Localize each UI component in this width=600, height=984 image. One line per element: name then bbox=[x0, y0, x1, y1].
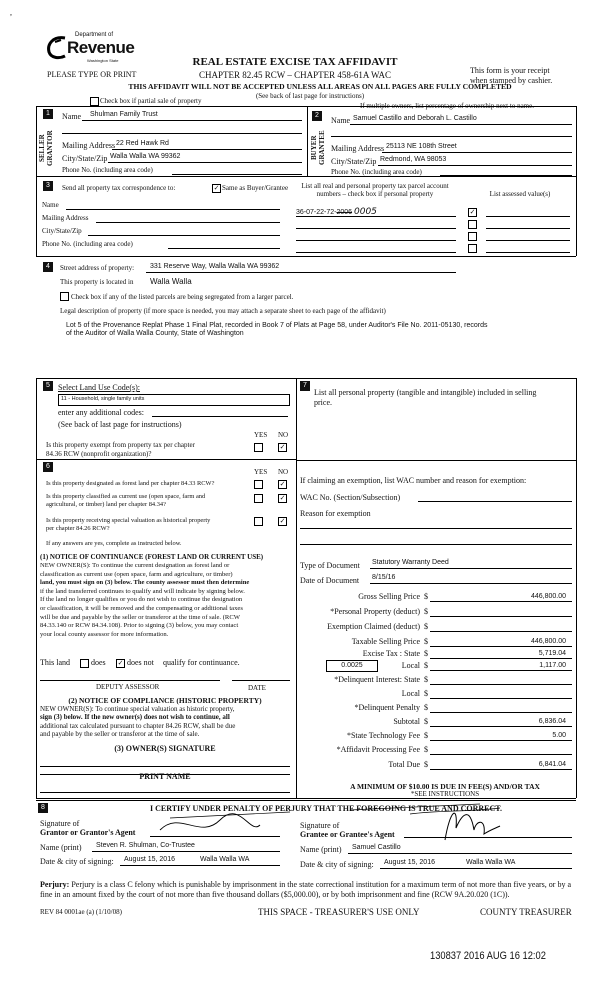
notice2-title: (2) NOTICE OF COMPLIANCE (HISTORIC PROPERTY) bbox=[68, 696, 262, 705]
notice1-l2: classification as current use (open space, farm and agriculture, or timber) bbox=[40, 570, 233, 578]
buyer-city[interactable]: Redmond, WA 98053 bbox=[380, 156, 447, 163]
additional-codes-label: enter any additional codes: bbox=[58, 408, 144, 417]
section-7-number: 7 bbox=[300, 381, 310, 391]
fin-excise-state-label: Excise Tax : State bbox=[362, 649, 420, 658]
fin-delinquent-int-label: *Delinquent Interest: State bbox=[334, 675, 420, 684]
parcel-struck: 2006 bbox=[336, 209, 353, 216]
form-title: REAL ESTATE EXCISE TAX AFFIDAVIT bbox=[192, 56, 398, 68]
deputy-date: DATE bbox=[248, 684, 266, 692]
fin-total-label: Total Due bbox=[388, 760, 420, 769]
seller-name[interactable]: Shulman Family Trust bbox=[90, 111, 158, 118]
instructions-note: (See back of last page for instructions) bbox=[255, 92, 365, 100]
fin-taxable[interactable]: 446,800.00 bbox=[530, 638, 566, 645]
s5-no: NO bbox=[278, 431, 289, 439]
section-6-number: 6 bbox=[43, 462, 53, 472]
fin-excise-state[interactable]: 5,719.04 bbox=[538, 650, 566, 657]
historic-q2: per chapter 84.26 RCW? bbox=[46, 525, 110, 532]
grantor-label: Grantor or Grantor's Agent bbox=[40, 828, 136, 837]
parcel4-personal-checkbox[interactable] bbox=[468, 244, 477, 253]
perjury-bold: Perjury: bbox=[40, 880, 70, 889]
grantor-date-label: Date & city of signing: bbox=[40, 857, 114, 866]
grantee-date[interactable]: August 15, 2016 bbox=[384, 859, 435, 866]
same-as-buyer-checkbox[interactable]: ✓ bbox=[213, 184, 220, 192]
forest-yes-checkbox[interactable] bbox=[254, 480, 263, 489]
s6-yes: YES bbox=[254, 468, 268, 476]
current-use-yes-checkbox[interactable] bbox=[254, 494, 263, 503]
perjury-line-1: Perjury is a class C felony which is punishable by imprisonment in the state correctional institution for a maximum term of not more than five years, or by bbox=[71, 880, 566, 889]
fin-dollar-sign: $ bbox=[424, 689, 428, 698]
seller-name-label: Name bbox=[62, 112, 82, 121]
forest-no-checkbox[interactable]: ✓ bbox=[279, 480, 286, 488]
print-name-label: PRINT NAME bbox=[139, 772, 191, 781]
dor-logo bbox=[45, 30, 135, 70]
seller-mailing-label: Mailing Address bbox=[62, 141, 116, 150]
notice2-text bbox=[40, 705, 295, 739]
historic-q1: Is this property receiving special valuation as historical property bbox=[46, 517, 211, 524]
multiple-owners-note: If multiple owners, list percentage of ownership next to name. bbox=[360, 102, 534, 110]
parcel1-personal-checkbox[interactable]: ✓ bbox=[469, 208, 476, 216]
logo-line3: Washington State bbox=[87, 58, 119, 63]
send-correspondence-label: Send all property tax correspondence to: bbox=[62, 184, 176, 192]
does-checkbox[interactable] bbox=[80, 659, 89, 668]
parcel2-personal-checkbox[interactable] bbox=[468, 220, 477, 229]
this-land-label: This land bbox=[40, 658, 70, 667]
grantee-label: Grantee or Grantee's Agent bbox=[300, 830, 395, 839]
notice1-l7: will be due and payable by the seller or transferor at the time of sale. (RCW bbox=[40, 613, 240, 621]
doc-type[interactable]: Statutory Warranty Deed bbox=[372, 559, 449, 566]
s3-phone-label: Phone No. (including area code) bbox=[42, 240, 133, 248]
buyer-mailing-label: Mailing Address bbox=[331, 144, 385, 153]
personal-prop-2: price. bbox=[314, 398, 332, 407]
minimum-note: A MINIMUM OF $10.00 IS DUE IN FEE(S) AND/OR TAX bbox=[350, 782, 540, 791]
chapter: CHAPTER 82.45 RCW – CHAPTER 458-61A WAC bbox=[199, 70, 391, 80]
grantor-date[interactable]: August 15, 2016 bbox=[124, 856, 175, 863]
buyer-vert-label: BUYER GRANTEE bbox=[310, 130, 326, 166]
county-treasurer: COUNTY TREASURER bbox=[480, 907, 572, 917]
seller-mailing[interactable]: 22 Red Hawk Rd bbox=[116, 140, 169, 147]
deputy-assessor: DEPUTY ASSESSOR bbox=[96, 683, 160, 691]
see-back-5: (See back of last page for instructions) bbox=[58, 420, 182, 429]
section-3-number: 3 bbox=[43, 181, 53, 191]
receipt-note-2: when stamped by cashier. bbox=[470, 76, 553, 85]
treasurer-space: THIS SPACE - TREASURER'S USE ONLY bbox=[258, 907, 420, 917]
notice1-l8: 84.33.140 or RCW 84.34.108). Prior to signing (3) below, you may contact bbox=[40, 622, 239, 630]
exempt-q2: 84.36 RCW (nonprofit organization)? bbox=[46, 450, 152, 458]
located-label: This property is located in bbox=[60, 278, 134, 286]
fin-exemption-claimed-label: Exemption Claimed (deduct) bbox=[327, 622, 420, 631]
land-use-select[interactable] bbox=[58, 394, 290, 406]
located-value: Walla Walla bbox=[150, 277, 192, 286]
fin-subtotal[interactable]: 6,836.04 bbox=[538, 718, 566, 725]
section-4-number: 4 bbox=[43, 262, 53, 272]
fin-total[interactable]: 6,841.04 bbox=[538, 761, 566, 768]
fin-tech-fee[interactable]: 5.00 bbox=[552, 732, 566, 739]
see-instructions: *SEE INSTRUCTIONS bbox=[410, 790, 480, 798]
warning: THIS AFFIDAVIT WILL NOT BE ACCEPTED UNLESS ALL AREAS ON ALL PAGES ARE FULLY COMPLETED bbox=[128, 82, 512, 91]
historic-no-checkbox[interactable]: ✓ bbox=[279, 517, 286, 525]
reason-label: Reason for exemption bbox=[300, 509, 371, 518]
notice1-title: (1) NOTICE OF CONTINUANCE (FOREST LAND OR CURRENT USE) bbox=[40, 553, 264, 561]
fin-affidavit-fee-label: *Affidavit Processing Fee bbox=[336, 745, 420, 754]
perjury-notice bbox=[40, 880, 580, 900]
local-rate-box[interactable]: 0.0025 bbox=[326, 660, 378, 672]
current-use-q2: agricultural, or timber) land per chapter 84.34? bbox=[46, 501, 166, 508]
fin-dollar-sign: $ bbox=[424, 661, 428, 670]
if-any-yes: If any answers are yes, complete as instructed below. bbox=[46, 540, 182, 547]
fin-local-label: Local bbox=[401, 661, 420, 670]
logo-line2: Revenue bbox=[67, 38, 135, 57]
legal-line-1: Lot 5 of the Provenance Replat Phase 1 Final Plat, recorded in Book 7 of Plats at Page 58, under Auditor's File No. 2011-05130, records bbox=[66, 322, 488, 329]
doc-date[interactable]: 8/15/16 bbox=[372, 574, 396, 581]
partial-sale-label: Check box if partial sale of property bbox=[100, 97, 202, 105]
street-address[interactable]: 331 Reserve Way, Walla Walla WA 99362 bbox=[150, 263, 280, 270]
fin-dollar-sign: $ bbox=[424, 592, 428, 601]
notice1-l4: if the land transferred continues to qualify and will indicate by signing below. bbox=[40, 587, 245, 595]
corner-mark: , bbox=[10, 8, 12, 17]
fin-personal-label: *Personal Property (deduct) bbox=[330, 607, 420, 616]
does-not-label: does not bbox=[127, 658, 154, 667]
doc-date-label: Date of Document bbox=[300, 576, 360, 585]
parcel-header: List all real and personal property tax parcel account numbers – check box if personal property bbox=[301, 182, 449, 198]
receipt-note: This form is your receipt bbox=[470, 66, 550, 75]
fin-dollar-sign: $ bbox=[424, 717, 428, 726]
grantor-name[interactable]: Steven R. Shulman, Co-Trustee bbox=[96, 842, 195, 849]
perjury-line-2: a fine in an amount fixed by the court of not more than five thousand dollars ($5,000.00), or by both imprisonment and fine (RCW 9A.20.020 (1C)). bbox=[40, 880, 572, 899]
segregated-label: Check box if any of the listed parcels are being segregated from a larger parcel. bbox=[71, 293, 294, 301]
buyer-phone-label: Phone No. (including area code) bbox=[331, 168, 422, 176]
seller-city[interactable]: Walla Walla WA 99362 bbox=[110, 153, 181, 160]
fin-local[interactable]: 1,117.00 bbox=[539, 662, 566, 669]
wac-label: WAC No. (Section/Subsection) bbox=[300, 493, 401, 502]
current-use-q1: Is this property classified as current use (open space, farm and bbox=[46, 493, 206, 500]
fin-subtotal-label: Subtotal bbox=[393, 717, 420, 726]
signature-strokes bbox=[140, 800, 580, 850]
does-not-checkbox[interactable]: ✓ bbox=[117, 659, 124, 667]
current-use-no-checkbox[interactable]: ✓ bbox=[279, 494, 286, 502]
qualify-label: qualify for continuance. bbox=[163, 658, 240, 667]
fin-dollar-sign: $ bbox=[424, 731, 428, 740]
fin-tech-fee-label: *State Technology Fee bbox=[346, 731, 420, 740]
buyer-mailing[interactable]: 25113 NE 108th Street bbox=[386, 143, 457, 150]
historic-yes-checkbox[interactable] bbox=[254, 517, 263, 526]
buyer-city-label: City/State/Zip bbox=[331, 157, 377, 166]
buyer-name-label: Name bbox=[331, 116, 351, 125]
land-use-value: 11 - Household, single family units bbox=[61, 396, 145, 402]
fin-dollar-sign: $ bbox=[424, 675, 428, 684]
forest-q: Is this property designated as forest land per chapter 84.33 RCW? bbox=[46, 480, 215, 487]
seller-phone-label: Phone No. (including area code) bbox=[62, 166, 153, 174]
same-as-buyer-label: Same as Buyer/Grantee bbox=[222, 184, 289, 192]
fin-dollar-sign: $ bbox=[424, 703, 428, 712]
fin-dollar-sign: $ bbox=[424, 607, 428, 616]
legal-line-2: of the Auditor of Walla Walla County, State of Washington bbox=[66, 330, 244, 337]
fin-local2-label: Local bbox=[401, 689, 420, 698]
notice1-l9: your local county assessor for more information. bbox=[40, 630, 169, 638]
parcel-handwritten: 0005 bbox=[354, 207, 377, 217]
does-label: does bbox=[91, 658, 106, 667]
doc-type-label: Type of Document bbox=[300, 561, 360, 570]
seller-city-label: City/State/Zip bbox=[62, 154, 108, 163]
exempt-no-checkbox[interactable]: ✓ bbox=[279, 443, 286, 451]
land-use-label: Select Land Use Code(s): bbox=[58, 383, 140, 392]
s3-city-label: City/State/Zip bbox=[42, 227, 82, 235]
grantee-city[interactable]: Walla Walla WA bbox=[466, 859, 516, 866]
fin-dollar-sign: $ bbox=[424, 649, 428, 658]
grantee-sig-of: Signature of bbox=[300, 821, 340, 830]
notice1-l5: If the land no longer qualifies or you do not wish to continue the designation bbox=[40, 596, 243, 604]
exempt-yes-checkbox[interactable] bbox=[254, 443, 263, 452]
rev-number: REV 84 0001ae (a) (1/10/08) bbox=[40, 908, 122, 916]
section-8-number: 8 bbox=[38, 803, 48, 813]
partial-sale-checkbox[interactable] bbox=[90, 97, 99, 106]
fin-dollar-sign: $ bbox=[424, 760, 428, 769]
fin-dollar-sign: $ bbox=[424, 637, 428, 646]
owner-signature-title: (3) OWNER(S) SIGNATURE bbox=[114, 744, 216, 753]
grantor-city[interactable]: Walla Walla WA bbox=[200, 856, 250, 863]
notice1-text bbox=[40, 562, 295, 639]
notice1-l6: or classification, it will be removed and the compensating or additional taxes bbox=[40, 604, 243, 612]
personal-prop-1: List all personal property (tangible and intangible) included in selling bbox=[314, 388, 537, 397]
fin-gross-label: Gross Selling Price bbox=[358, 592, 420, 601]
fin-dollar-sign: $ bbox=[424, 622, 428, 631]
logo-line1: Department of bbox=[75, 32, 114, 38]
exempt-q1: Is this property exempt from property tax per chapter bbox=[46, 441, 195, 449]
seller-vert-label: SELLER GRANTOR bbox=[38, 130, 54, 166]
exemption-label: If claiming an exemption, list WAC number and reason for exemption: bbox=[300, 476, 527, 485]
segregated-checkbox[interactable] bbox=[60, 292, 69, 301]
notice2-l2: sign (3) below. If the new owner(s) does not wish to continue, all bbox=[40, 713, 230, 722]
notice2-l3: additional tax calculated pursuant to chapter 84.26 RCW, shall be due bbox=[40, 721, 236, 730]
notice2-l1: NEW OWNER(S): To continue special valuation as historic property, bbox=[40, 705, 235, 713]
grantee-name[interactable]: Samuel Castillo bbox=[352, 844, 401, 851]
grantee-date-label: Date & city of signing: bbox=[300, 860, 374, 869]
parcel-prefix: 36-07-22-72- bbox=[296, 209, 337, 216]
grantor-sig-of: Signature of bbox=[40, 819, 80, 828]
parcel3-personal-checkbox[interactable] bbox=[468, 232, 477, 241]
notice2-l4: and payable by the seller or transferor at the time of sale. bbox=[40, 730, 200, 739]
fin-taxable-label: Taxable Selling Price bbox=[351, 637, 420, 646]
buyer-name[interactable]: Samuel Castillo and Deborah L. Castillo bbox=[353, 115, 477, 122]
s6-no: NO bbox=[278, 468, 289, 476]
notice1-l3: land, you must sign on (3) below. The county assessor must then determine bbox=[40, 579, 250, 587]
section-2-number: 2 bbox=[312, 111, 322, 121]
street-label: Street address of property: bbox=[60, 264, 135, 272]
s5-yes: YES bbox=[254, 431, 268, 439]
notice1-l1: NEW OWNER(S): To continue the current designation as forest land or bbox=[40, 562, 230, 569]
section-1-number: 1 bbox=[43, 109, 53, 119]
certify-text: I CERTIFY UNDER PENALTY OF PERJURY THAT THE FOREGOING IS TRUE AND CORRECT. bbox=[150, 804, 503, 813]
s3-name-label: Name bbox=[42, 201, 59, 209]
please-type: PLEASE TYPE OR PRINT bbox=[47, 70, 137, 79]
assessed-header: List assessed value(s) bbox=[489, 190, 551, 198]
s3-mailing-label: Mailing Address bbox=[42, 214, 89, 222]
grantor-name-label: Name (print) bbox=[40, 843, 82, 852]
grantee-name-label: Name (print) bbox=[300, 845, 342, 854]
legal-label: Legal description of property (if more space is needed, you may attach a separate sheet to each page of the affidavit) bbox=[60, 307, 386, 315]
fin-delinquent-pen-label: *Delinquent Penalty bbox=[354, 703, 420, 712]
cashier-stamp: 130837 2016 AUG 16 12:02 bbox=[430, 950, 546, 962]
section-5-number: 5 bbox=[43, 381, 53, 391]
fin-dollar-sign: $ bbox=[424, 745, 428, 754]
fin-gross[interactable]: 446,800.00 bbox=[530, 593, 566, 600]
